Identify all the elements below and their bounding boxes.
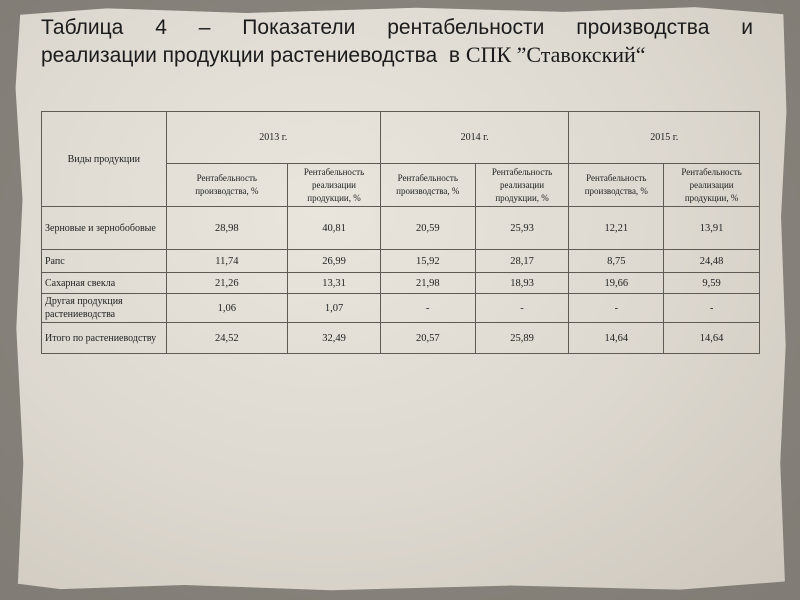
table-cell: 28,98 [166, 207, 288, 250]
table-cell: 1,07 [288, 294, 381, 323]
row-label: Другая продукция растениеводства [42, 294, 167, 323]
title-word: рентабельности [387, 16, 545, 39]
table-cell: 40,81 [288, 207, 381, 250]
subheader-sales-profitability: Рентабельность реализации продукции, % [475, 164, 569, 207]
subheader-production-profitability: Рентабельность производства, % [380, 164, 475, 207]
organization-name: СПК ”Ставокский“ [465, 42, 646, 67]
title-main-text: реализации продукции растениеводства в [41, 44, 461, 67]
row-label: Рапс [42, 250, 167, 273]
table-cell: 11,74 [166, 250, 288, 273]
title-word: производства [576, 16, 710, 39]
title-word: и [741, 16, 753, 39]
table-cell: 8,75 [569, 250, 664, 273]
table-cell: 26,99 [288, 250, 381, 273]
table-cell: 19,66 [569, 273, 664, 294]
title-line-1 [41, 14, 753, 41]
title-word: 4 [155, 16, 167, 39]
table-cell: 21,98 [380, 273, 475, 294]
table-cell: 20,59 [380, 207, 475, 250]
table-cell: - [664, 294, 760, 323]
title-word: – [198, 16, 211, 39]
table-cell: 32,49 [288, 323, 381, 354]
table-cell: 1,06 [166, 294, 288, 323]
table-cell: 18,93 [475, 273, 569, 294]
table-cell: 14,64 [569, 323, 664, 354]
table-row [42, 294, 760, 323]
table-cell: 9,59 [664, 273, 760, 294]
row-label: Итого по растениеводству [42, 323, 167, 354]
table-row [42, 250, 760, 273]
subheader-production-profitability: Рентабельность производства, % [166, 164, 288, 207]
subheader-production-profitability: Рентабельность производства, % [569, 164, 664, 207]
table-cell: 28,17 [475, 250, 569, 273]
table-cell: 15,92 [380, 250, 475, 273]
table-cell: - [380, 294, 475, 323]
row-label: Сахарная свекла [42, 273, 167, 294]
title-word: Показатели [242, 16, 356, 39]
table-cell: 13,91 [664, 207, 760, 250]
subheader-sales-profitability: Рентабельность реализации продукции, % [664, 164, 760, 207]
year-header-2015: 2015 г. [569, 112, 760, 164]
profitability-table [41, 111, 760, 354]
table-cell: 21,26 [166, 273, 288, 294]
column-header-product-type: Виды продукции [42, 112, 167, 207]
table-cell: 25,89 [475, 323, 569, 354]
table-row [42, 207, 760, 250]
table-cell: - [569, 294, 664, 323]
table-cell: 12,21 [569, 207, 664, 250]
table-cell: 25,93 [475, 207, 569, 250]
year-header-2014: 2014 г. [380, 112, 569, 164]
table-cell: 14,64 [664, 323, 760, 354]
year-header-2013: 2013 г. [166, 112, 380, 164]
table-title [41, 14, 753, 69]
table-cell: 13,31 [288, 273, 381, 294]
table-cell: - [475, 294, 569, 323]
subheader-sales-profitability: Рентабельность реализации продукции, % [288, 164, 381, 207]
table-cell: 24,48 [664, 250, 760, 273]
table-cell: 24,52 [166, 323, 288, 354]
table-row [42, 323, 760, 354]
title-line-2 [41, 41, 753, 69]
title-word: Таблица [41, 16, 124, 39]
table-cell: 20,57 [380, 323, 475, 354]
table-row [42, 273, 760, 294]
row-label: Зерновые и зернобобовые [42, 207, 167, 250]
